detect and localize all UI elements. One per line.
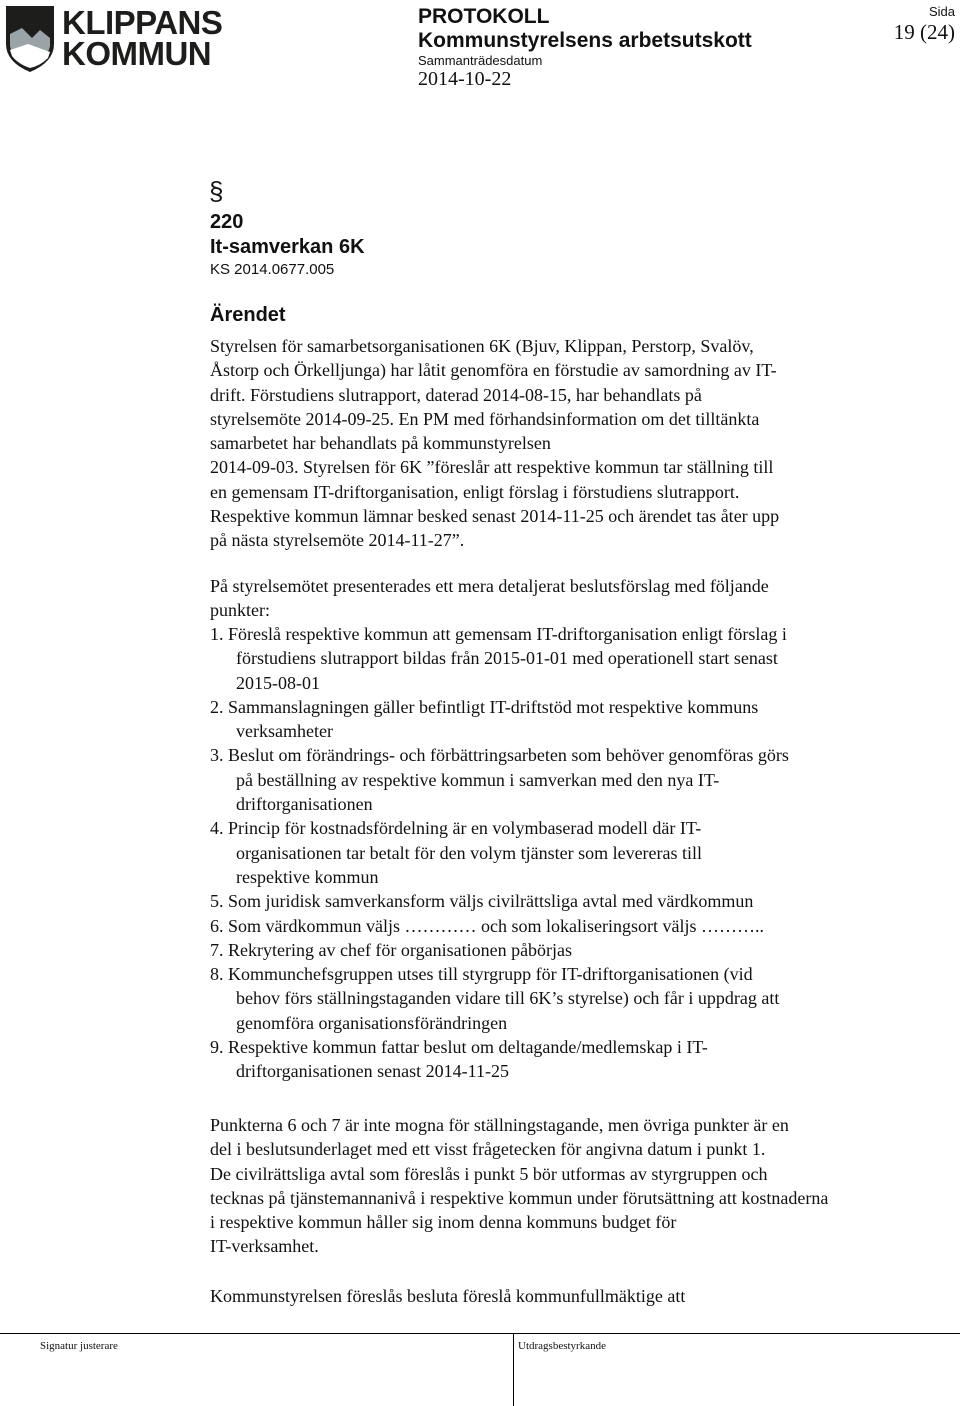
signature-label: Signatur justerare	[40, 1340, 118, 1352]
text-line: 3. Beslut om förändrings- och förbättringsarbeten som behöver genomföras görs	[210, 745, 789, 766]
proposal-points-list	[210, 622, 910, 1084]
list-item	[210, 743, 910, 816]
paragraph-background	[210, 334, 910, 553]
case-title: It-samverkan 6K	[210, 236, 365, 258]
text-line: verksamheter	[236, 721, 333, 742]
text-line: del i beslutsunderlaget med ett visst frågetecken för angivna datum i punkt 1.	[210, 1139, 766, 1160]
text-line: 2014-09-03. Styrelsen för 6K ”föreslår att respektive kommun tar ställning till	[210, 457, 774, 478]
text-line: organisationen tar betalt för den volym tjänster som levereras till	[236, 842, 703, 863]
registration-number: KS 2014.0677.005	[210, 261, 335, 278]
text-line: 5. Som juridisk samverkansform väljs civilrättsliga avtal med värdkommun	[210, 891, 754, 912]
text-line: 4. Princip för kostnadsfördelning är en volymbaserad modell där IT-	[210, 818, 702, 839]
text-line: IT-verksamhet.	[210, 1236, 319, 1257]
text-line: Åstorp och Örkelljunga) har låtit genomföra en förstudie av samordning av IT-	[210, 360, 777, 381]
text-line: 6. Som värdkommun väljs ………… och som lokaliseringsort väljs ………..	[210, 915, 764, 936]
extract-certification-label: Utdragsbestyrkande	[518, 1340, 606, 1352]
subheading-arendet: Ärendet	[210, 304, 286, 326]
text-line: Styrelsen för samarbetsorganisationen 6K (Bjuv, Klippan, Perstorp, Svalöv,	[210, 336, 754, 356]
text-line: 8. Kommunchefsgruppen utses till styrgrupp för IT-driftorganisationen (vid	[210, 964, 753, 985]
meeting-date-label: Sammanträdesdatum	[418, 53, 543, 68]
committee-name: Kommunstyrelsens arbetsutskott	[418, 29, 752, 52]
text-line: 2. Sammanslagningen gäller befintligt IT-driftstöd mot respektive kommuns	[210, 696, 759, 717]
text-line: Kommunstyrelsen föreslås besluta föreslå kommunfullmäktige att	[210, 1286, 686, 1306]
text-line: en gemensam IT-driftorganisation, enligt förslag i förstudiens slutrapport.	[210, 481, 740, 502]
logo-text-line2: KOMMUN	[62, 35, 212, 72]
list-item	[210, 938, 910, 962]
list-item	[210, 695, 910, 744]
logo-text-line1: KLIPPANS	[62, 4, 223, 41]
text-line: genomföra organisationsförändringen	[236, 1012, 508, 1033]
footer-divider-horizontal	[0, 1333, 960, 1334]
text-line: styrelsemöte 2014-09-25. En PM med förhandsinformation om det tilltänkta	[210, 408, 760, 429]
meeting-date: 2014-10-22	[418, 68, 512, 90]
paragraph-recommendation	[210, 1284, 910, 1308]
text-line: behov förs ställningstaganden vidare till 6K’s styrelse) och får i uppdrag att	[236, 988, 780, 1009]
text-line: På styrelsemötet presenterades ett mera detaljerat beslutsförslag med följande	[210, 576, 769, 596]
text-line: drift. Förstudiens slutrapport, daterad 2014-08-15, har behandlats på	[210, 384, 702, 405]
text-line: tecknas på tjänstemannanivå i respektive kommun under förutsättning att kostnaderna	[210, 1187, 829, 1208]
text-line: i respektive kommun håller sig inom denna kommuns budget för	[210, 1212, 677, 1233]
text-line: på nästa styrelsemöte 2014-11-27”.	[210, 530, 465, 551]
text-line: respektive kommun	[236, 866, 379, 887]
page-number: 19 (24)	[893, 20, 955, 44]
list-item	[210, 914, 910, 938]
text-line: punkter:	[210, 600, 270, 621]
case-number: 220	[210, 211, 244, 233]
text-line: Punkterna 6 och 7 är inte mogna för ställningstagande, men övriga punkter är en	[210, 1115, 789, 1135]
text-line: samarbetet har behandlats på kommunstyrelsen	[210, 433, 551, 454]
text-line: driftorganisationen senast 2014-11-25	[236, 1061, 509, 1082]
text-line: 7. Rekrytering av chef för organisationen påbörjas	[210, 939, 573, 960]
list-item	[210, 889, 910, 913]
text-line: driftorganisationen	[236, 794, 373, 815]
text-line: De civilrättsliga avtal som föreslås i punkt 5 bör utformas av styrgruppen och	[210, 1163, 768, 1184]
section-sign: §	[209, 176, 224, 206]
list-item	[210, 622, 910, 695]
list-item	[210, 962, 910, 1035]
footer-divider-vertical	[513, 1333, 514, 1406]
list-item	[210, 1035, 910, 1084]
paragraph-assessment	[210, 1113, 910, 1259]
text-line: på beställning av respektive kommun i samverkan med den nya IT-	[236, 769, 720, 790]
text-line: Respektive kommun lämnar besked senast 2014-11-25 och ärendet tas åter upp	[210, 506, 780, 527]
paragraph-proposal-intro	[210, 574, 910, 623]
text-line: förstudiens slutrapport bildas från 2015-01-01 med operationell start senast	[236, 648, 778, 669]
list-item	[210, 816, 910, 889]
page-label: Sida	[928, 4, 955, 19]
document-type: PROTOKOLL	[418, 5, 550, 28]
municipality-logo	[4, 4, 236, 74]
text-line: 2015-08-01	[236, 672, 320, 693]
crest-icon	[4, 4, 60, 74]
text-line: 1. Föreslå respektive kommun att gemensam IT-driftorganisation enligt förslag i	[210, 624, 787, 644]
text-line: 9. Respektive kommun fattar beslut om deltagande/medlemskap i IT-	[210, 1037, 708, 1058]
